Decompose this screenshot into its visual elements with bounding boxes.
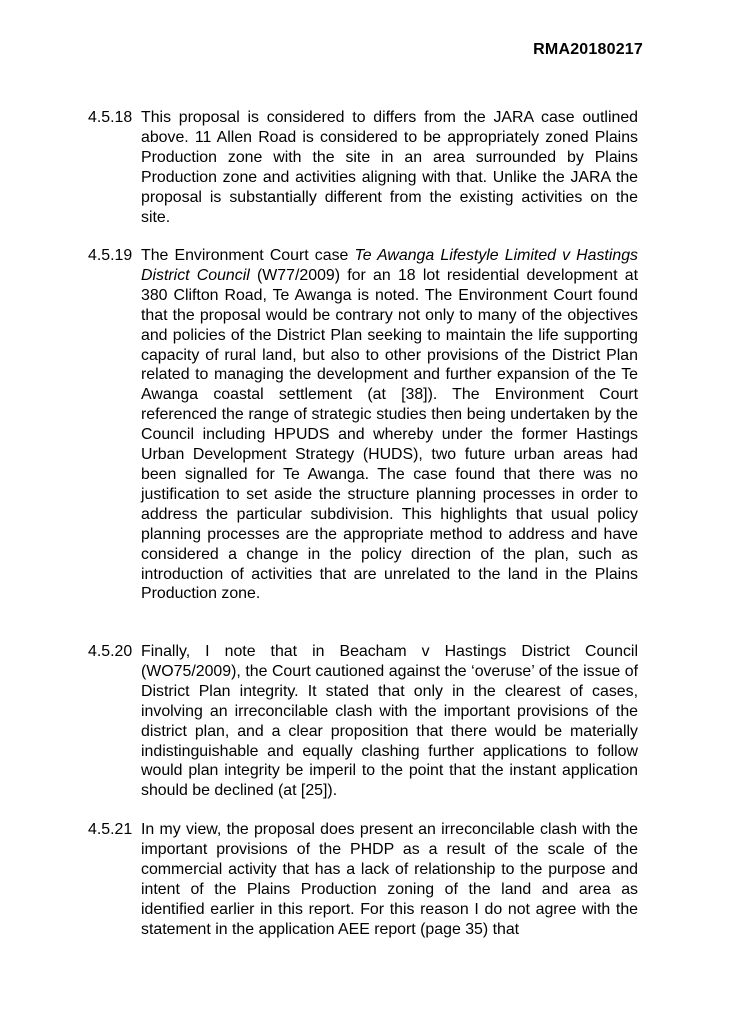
paragraph-number: 4.5.20 [88, 643, 133, 660]
paragraph-number: 4.5.18 [88, 109, 133, 126]
paragraph-text [141, 246, 638, 604]
paragraph-4-5-20 [88, 642, 638, 801]
paragraph-text: Finally, I note that in Beacham v Hastings District Council (WO75/2009), the Court cautioned against the ‘overuse’ of the issue of District Plan integrity. It stated that only in the clearest of cases, involving an irreconcilable clash with the important provisions of the district plan, and a clear proposition that there would be materially indistinguishable and equally clashing further applications to follow would plan integrity be imperil to the point that the instant application should be declined (at [25]). [141, 643, 638, 800]
paragraph-4-5-21 [88, 820, 638, 939]
paragraph-text: This proposal is considered to differs from the JARA case outlined above. 11 Allen Road is considered to be appropriately zoned Plains Production zone with the site in an area surrounded by Plains Production zone and activities aligning with that. Unlike the JARA the proposal is substantially different from the existing activities on the site. [141, 109, 638, 226]
paragraph-text-body: (W77/2009) for an 18 lot residential development at 380 Clifton Road, Te Awanga is noted. The Environment Court found that the proposal would be contrary not only to many of the objectives and policies of the District Plan seeking to maintain the life supporting capacity of rural land, but also to other provisions of the District Plan related to managing the development and further expansion of the Te Awanga coastal settlement (at [38]). The Environment Court referenced the range of strategic studies then being undertaken by the Council including HPUDS and whereby under the former Hastings Urban Development Strategy (HUDS), two future urban areas had been signalled for Te Awanga. The case found that there was no justification to set aside the structure planning processes in order to address the particular subdivision. This highlights that usual policy planning processes are the appropriate method to address and have considered a change in the policy direction of the plan, such as introduction of activities that are unrelated to the land in the Plains Production zone. [141, 266, 638, 603]
paragraph-text-lead: The Environment Court case [141, 247, 355, 264]
paragraph-4-5-18 [88, 108, 638, 227]
paragraph-4-5-19 [88, 246, 638, 604]
paragraph-number: 4.5.21 [88, 821, 133, 838]
paragraph-text: In my view, the proposal does present an irreconcilable clash with the important provisions of the PHDP as a result of the scale of the commercial activity that has a lack of relationship to the purpose and intent of the Plains Production zoning of the land and area as identified earlier in this report. For this reason I do not agree with the statement in the application AEE report (page 35) that [141, 821, 638, 938]
document-reference: RMA20180217 [533, 41, 643, 58]
paragraph-number: 4.5.19 [88, 247, 133, 264]
case-name: Te Awanga Lifestyle Limited v Hastings District Council [141, 247, 638, 284]
